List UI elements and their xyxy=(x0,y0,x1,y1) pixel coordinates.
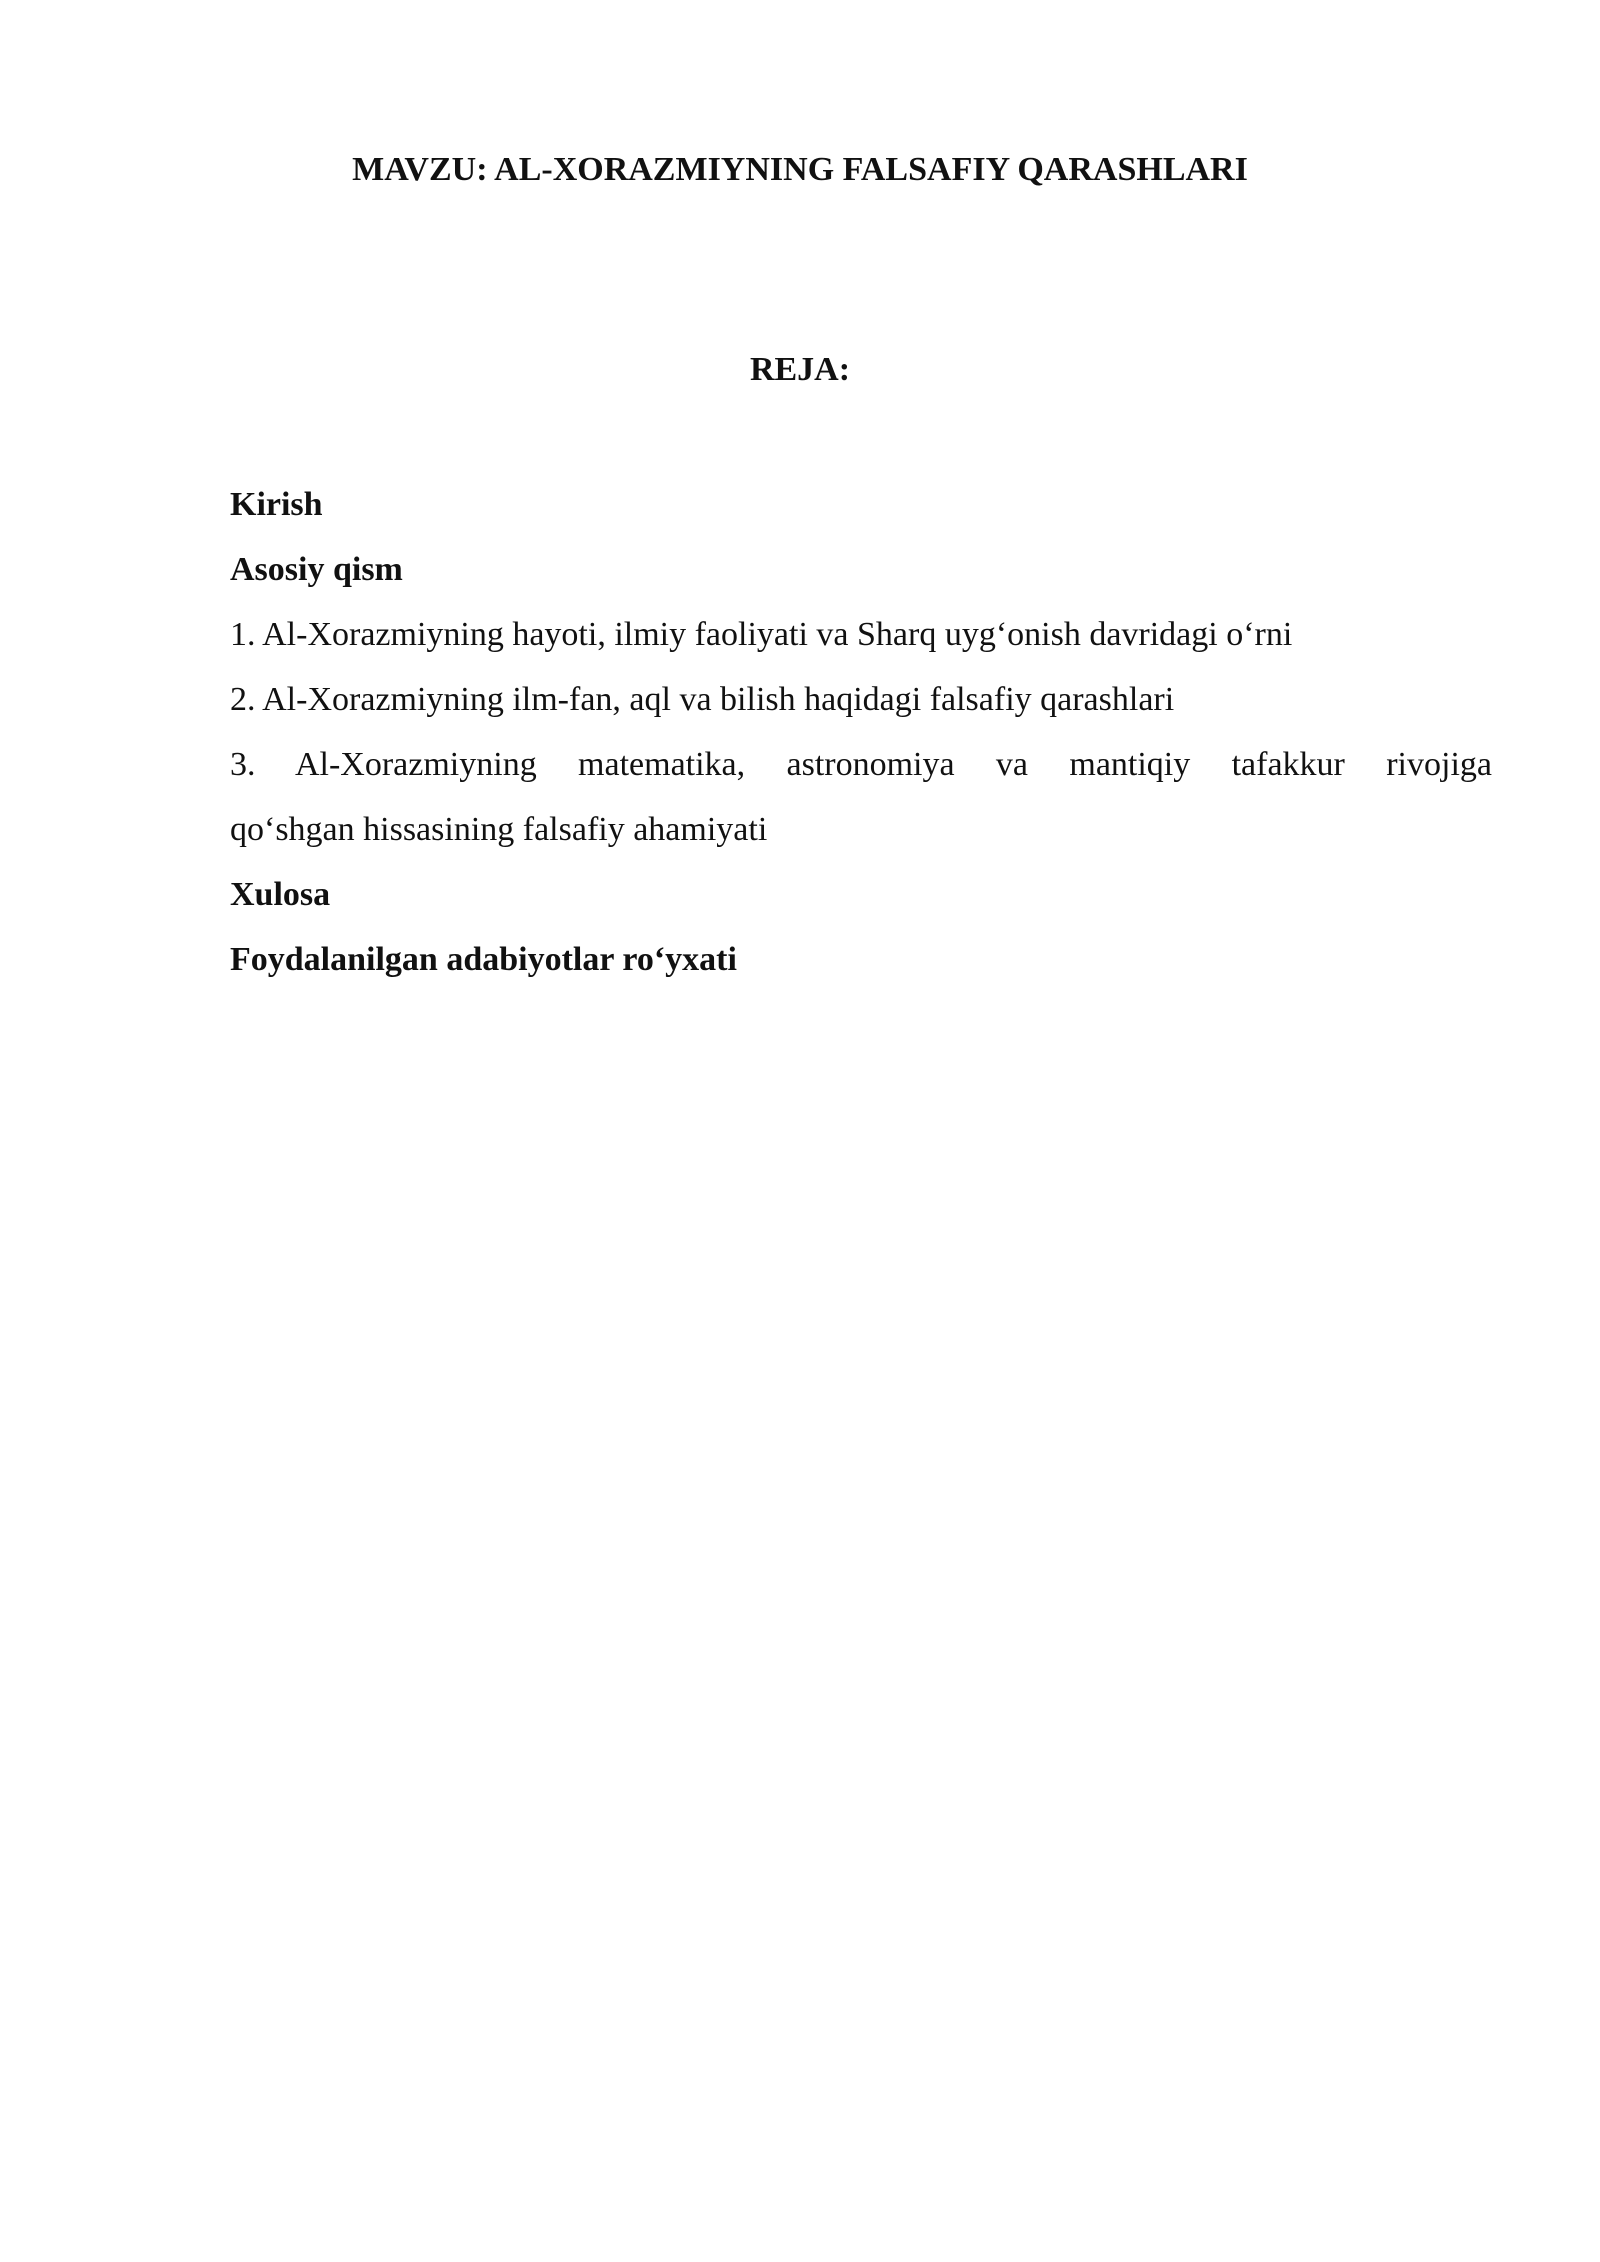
document-title: MAVZU: AL-XORAZMIYNING FALSAFIY QARASHLARI xyxy=(352,151,1248,188)
plan-item-1: 1. Al-Xorazmiyning hayoti, ilmiy faoliyati va Sharq uyg‘onish davridagi o‘rni xyxy=(230,616,1293,653)
plan-item-2: 2. Al-Xorazmiyning ilm-fan, aql va bilish haqidagi falsafiy qarashlari xyxy=(230,681,1175,718)
plan-list xyxy=(230,472,1492,992)
plan-item-3-line-1: 3. Al-Xorazmiyning matematika, astronomiya va mantiqiy tafakkur rivojiga xyxy=(230,746,1492,783)
plan-item-intro: Kirish xyxy=(230,486,323,523)
plan-heading: REJA: xyxy=(749,351,851,388)
plan-item-conclusion: Xulosa xyxy=(230,876,331,913)
plan-item-3-line-2: qo‘shgan hissasining falsafiy ahamiyati xyxy=(230,811,768,848)
plan-item-main-part: Asosiy qism xyxy=(230,551,403,588)
plan-item-references: Foydalanilgan adabiyotlar ro‘yxati xyxy=(230,941,737,978)
